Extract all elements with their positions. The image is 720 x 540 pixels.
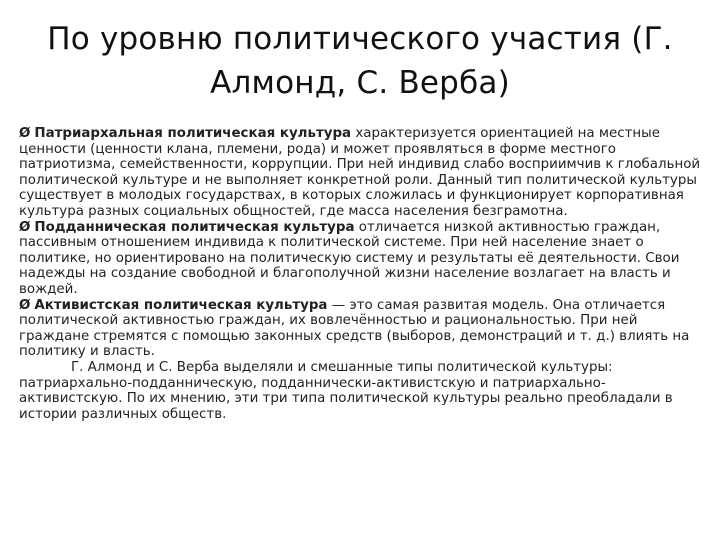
term-subject: Подданническая политическая культура [34, 219, 355, 235]
text-activist: — это самая развитая модель. Она отличается политической активностью граждан, их вовлечённостью и рациональностью. При ней граждане стремятся с помощью законных средств (выборов, демонстраций и т. д.) влиять на политику и власть. [19, 297, 690, 360]
bullet-arrow-icon: Ø [19, 219, 31, 235]
bullet-item-patriarchal [19, 126, 701, 220]
text-patriarchal: характеризуется ориентацией на местные ценности (ценности клана, племени, рода) и может проявляться в форме местного патриотизма, семейственности, коррупции. При ней индивид слабо восприимчив к глобальной политической культуре и не выполняет конкретной роли. Данный тип политической культуры существует в молодых государствах, в которых сложилась и функционирует корпоративная культура разных социальных общностей, где масса населения безграмотна. [19, 126, 701, 219]
closing-paragraph: Г. Алмонд и С. Верба выделяли и смешанные типы политической культуры: патриархально-подданническую, подданнически-активистскую и патриархально-активистскую. По их мнению, эти три типа политической культуры реально преобладали в истории различных обществ. [19, 359, 673, 422]
term-activist: Активистская политическая культура [34, 297, 328, 313]
text-subject: отличается низкой активностью граждан, пассивным отношением индивида к политической системе. При ней население знает о политике, но ориентировано на политическую систему и результаты её деятельности. Свои надежды на создание свободной и благополучной жизни население возлагает на власть и вождей. [19, 219, 680, 297]
slide-title: По уровню политического участия (Г. Алмонд, С. Верба) [47, 21, 673, 101]
slide-body [19, 126, 701, 422]
bullet-arrow-icon: Ø [19, 297, 31, 313]
bullet-item-activist [19, 298, 701, 360]
bullet-item-subject [19, 220, 701, 298]
term-patriarchal: Патриархальная политическая культура [34, 126, 352, 141]
bullet-arrow-icon: Ø [19, 126, 31, 141]
